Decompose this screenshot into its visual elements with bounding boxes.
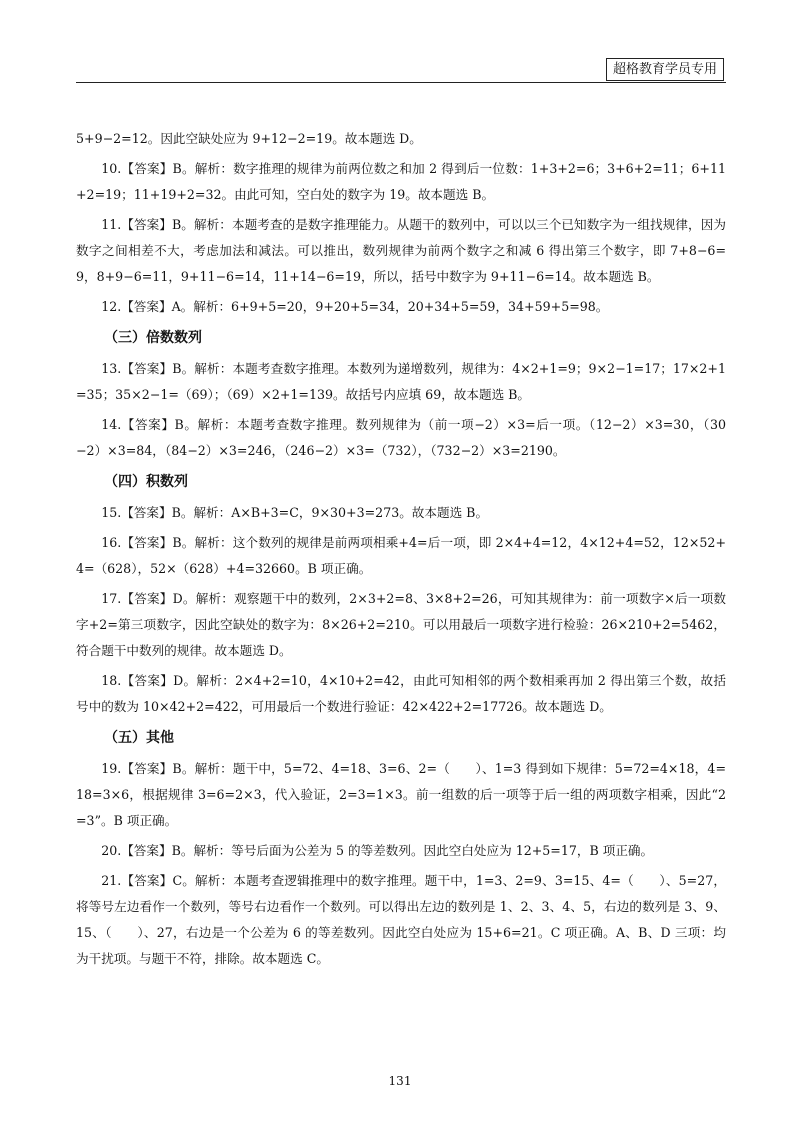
answer-paragraph: 16.【答案】B。解析：这个数列的规律是前两项相乘+4=后一项，即 2×4+4=12，4×12+4=52，12×52+4=（628），52×（628）+4=32660。B 项正确。 [76,535,726,576]
answer-paragraph: 19.【答案】B。解析：题干中，5=72、4=18、3=6、2=（ ）、1=3 得到如下规律：5=72=4×18，4=18=3×6，根据规律 3=6=2×3，代入验证，2=3=1×3。前一组数的后一项等于后一组的两项数字相乘，因此“2=3”。B 项正确。 [76,761,726,828]
answer-paragraph: 15.【答案】B。解析：A×B+3=C，9×30+3=273。故本题选 B。 [101,505,489,520]
page-number: 131 [388,1074,412,1088]
answer-paragraph: 21.【答案】C。解析：本题考查逻辑推理中的数字推理。题干中，1=3、2=9、3=15、4=（ ）、5=27，将等号左边看作一个数列，等号右边看作一个数列。可以得出左边的数列是 1、2、3、4、5，右边的数列是 3、9、15、（ ）、27，右边是一个公差为 6 的等差数列。因此空白处应为 15+6=21。C 项正确。A、B、D 三项：均为干扰项。与题干不符，排除。故本题选 C。 [76,873,726,966]
header-rule [76,82,726,83]
answer-paragraph: 12.【答案】A。解析：6+9+5=20，9+20+5=34，20+34+5=59，34+59+5=98。 [101,299,609,314]
answer-paragraph: 11.【答案】B。解析：本题考查的是数字推理能力。从题干的数列中，可以以三个已知数字为一组找规律，因为数字之间相差不大，考虑加法和减法。可以推出，数列规律为前两个数字之和减 6 得出第三个数字，即 7+8−6=9，8+9−6=11，9+11−6=14，11+14−6=19，所以，括号中数字为 9+11−6=14。故本题选 B。 [76,217,726,284]
section-heading: （三）倍数数列 [104,330,202,346]
answer-paragraph: 18.【答案】D。解析：2×4+2=10，4×10+2=42，由此可知相邻的两个数相乘再加 2 得出第三个数，故括号中的数为 10×42+2=422，可用最后一个数进行验证：42×422+2=17726。故本题选 D。 [76,673,726,714]
section-heading: （四）积数列 [104,474,188,490]
answer-paragraph: 13.【答案】B。解析：本题考查数字推理。本数列为递增数列，规律为：4×2+1=9；9×2−1=17；17×2+1=35；35×2−1=（69）；（69）×2+1=139。故括号内应填 69，故本题选 B。 [76,361,726,402]
answer-paragraph: 5+9−2=12。因此空缺处应为 9+12−2=19。故本题选 D。 [76,131,422,146]
answer-paragraph: 10.【答案】B。解析：数字推理的规律为前两位数之和加 2 得到后一位数：1+3+2=6；3+6+2=11；6+11+2=19；11+19+2=32。由此可知，空白处的数字为 19。故本题选 B。 [76,161,726,202]
document-body [76,126,726,976]
header-label: 超格教育学员专用 [606,58,724,81]
section-heading: （五）其他 [104,730,174,746]
answer-paragraph: 20.【答案】B。解析：等号后面为公差为 5 的等差数列。因此空白处应为 12+5=17，B 项正确。 [101,843,654,858]
answer-paragraph: 14.【答案】B。解析：本题考查数字推理。数列规律为（前一项−2）×3=后一项。（12−2）×3=30，（30−2）×3=84，（84−2）×3=246，（246−2）×3=（732），（732−2）×3=2190。 [76,417,726,458]
answer-paragraph: 17.【答案】D。解析：观察题干中的数列，2×3+2=8、3×8+2=26，可知其规律为：前一项数字×后一项数字+2=第三项数字，因此空缺处的数字为：8×26+2=210。可以用最后一项数字进行检验：26×210+2=5462，符合题干中数列的规律。故本题选 D。 [76,591,726,658]
